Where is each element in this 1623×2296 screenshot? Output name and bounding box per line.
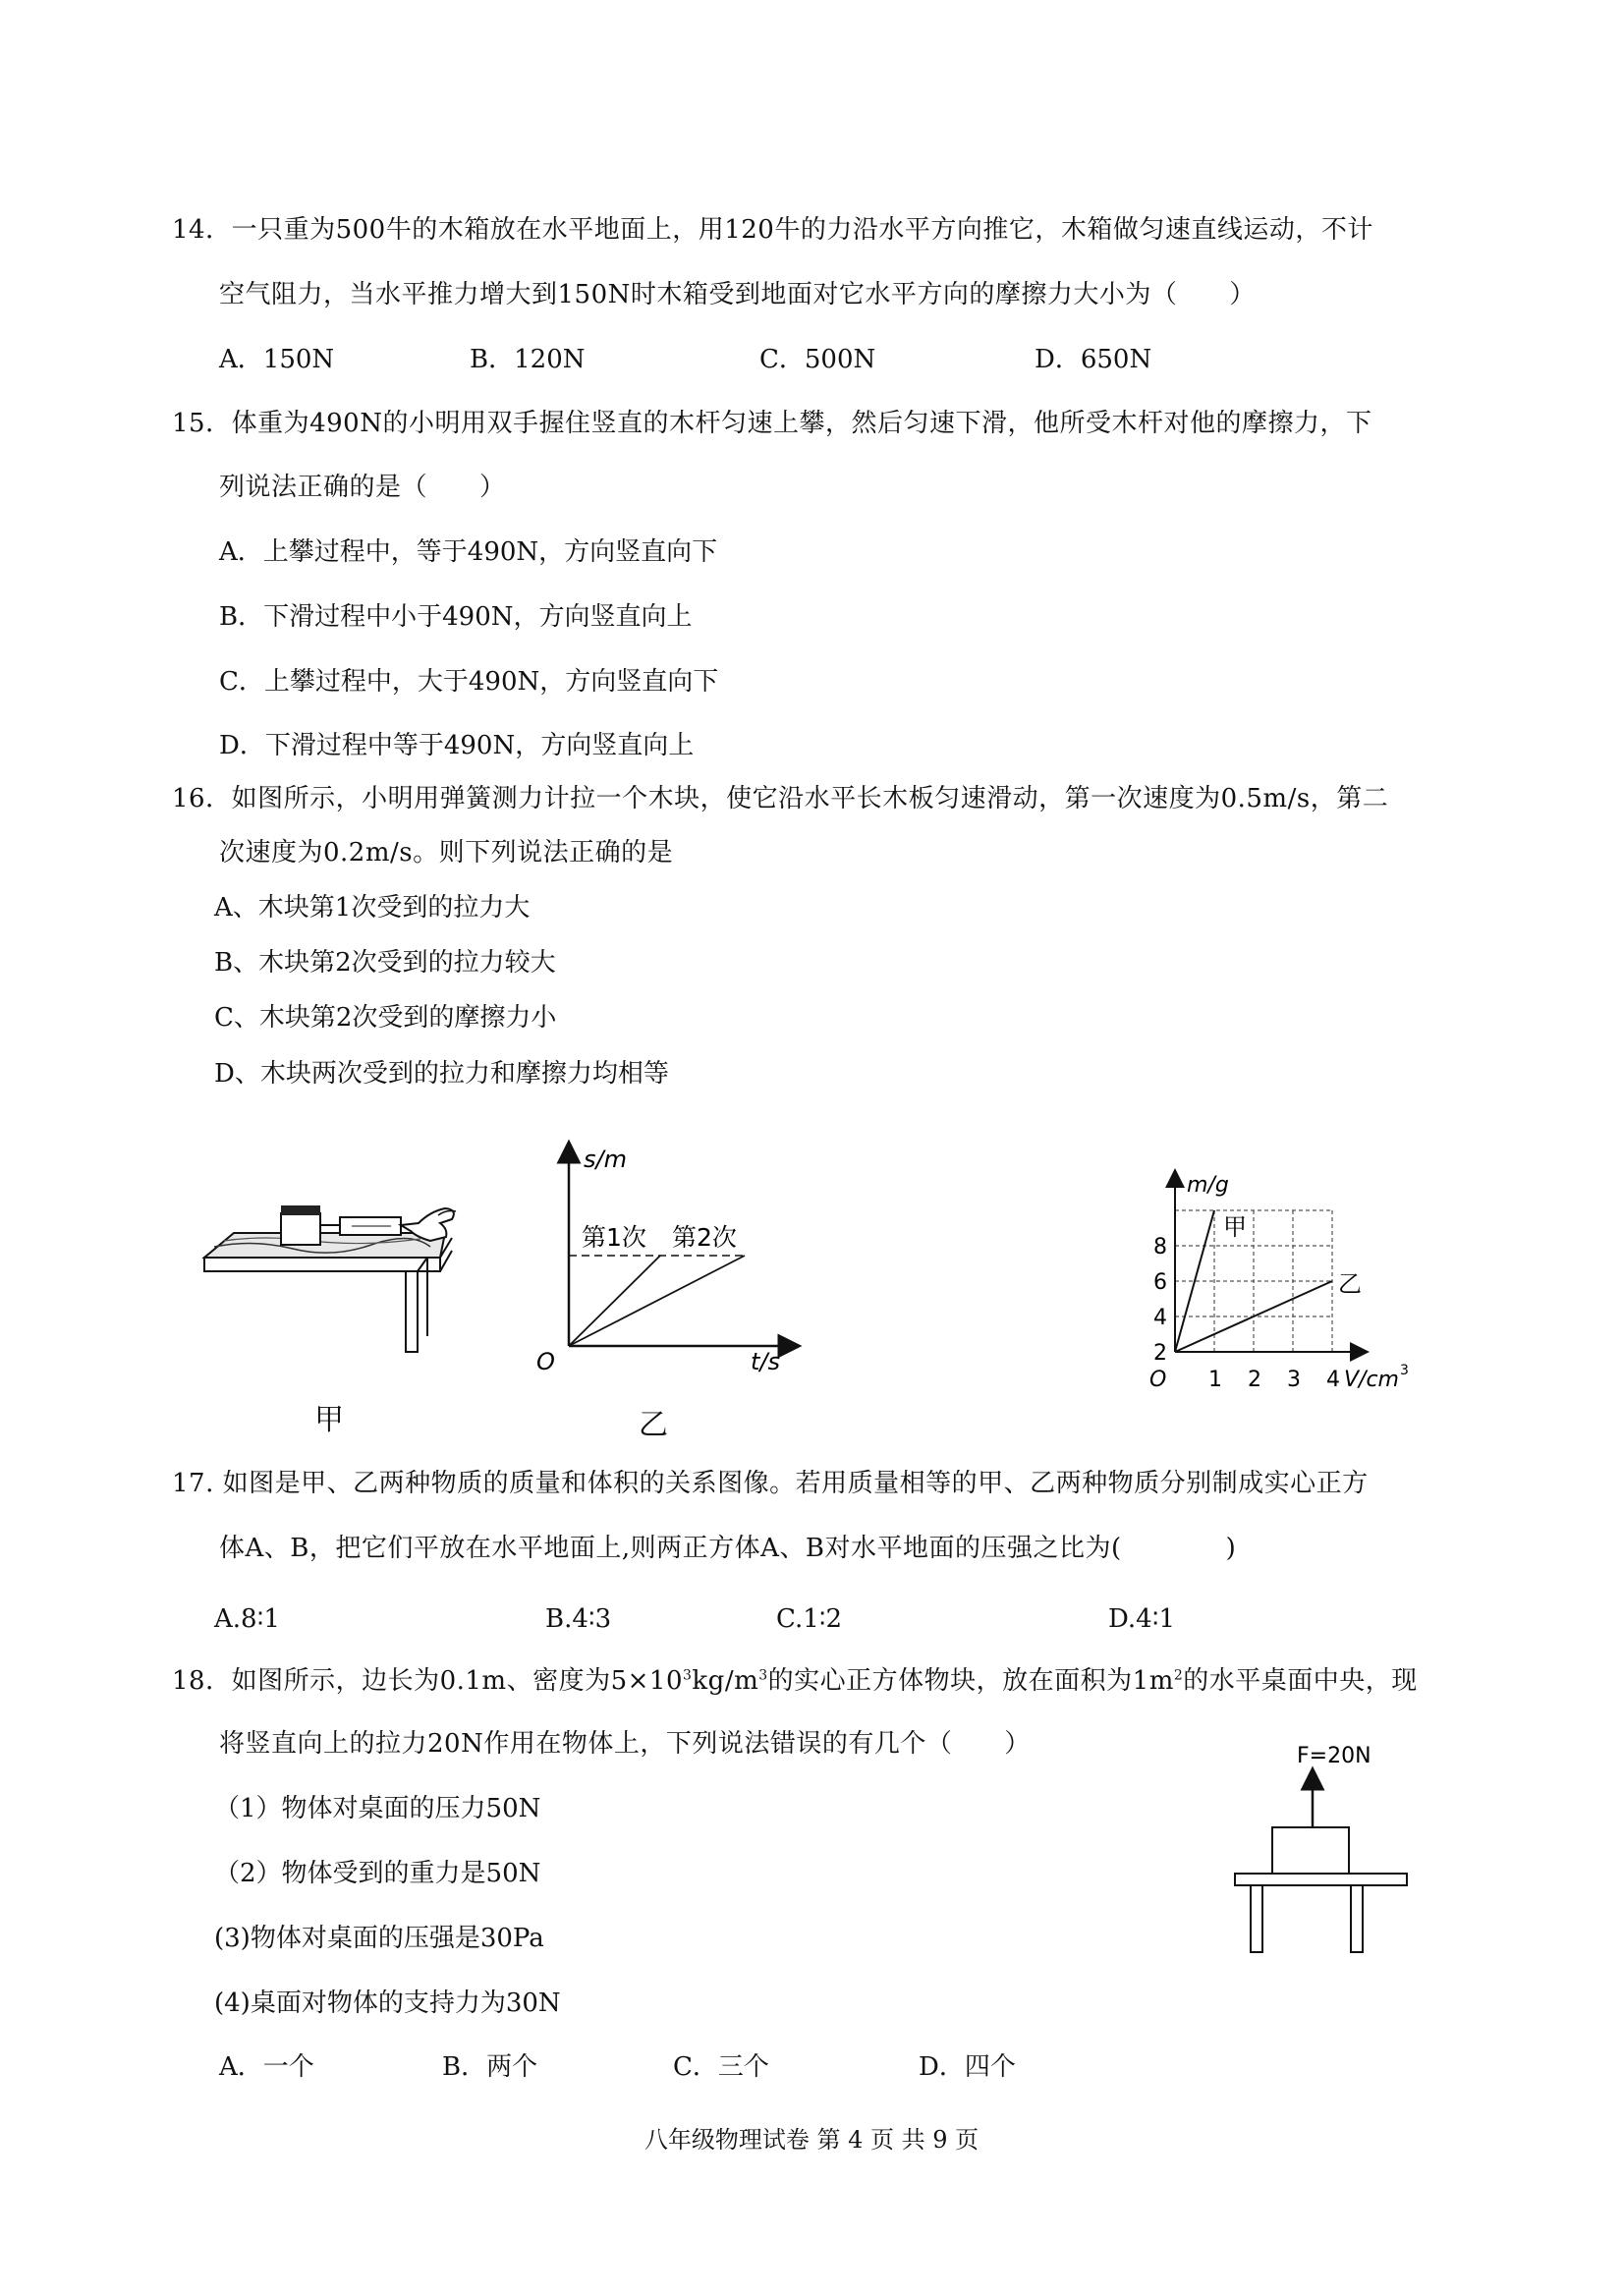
spring-scale-figure [195, 1164, 501, 1385]
q17-option-c: C.1∶2 [776, 1604, 843, 1634]
table-leg-left [1251, 1885, 1262, 1952]
q14-option-d: D．650N [1035, 345, 1152, 374]
table-leg-right [1351, 1885, 1363, 1952]
q14-option-a: A．150N [219, 345, 335, 374]
v-tick-4: 4 [1326, 1368, 1340, 1392]
q14-stem-line2: 空气阻力，当水平推力增大到150N时木箱受到地面对它水平方向的摩擦力大小为（ ） [219, 280, 1256, 309]
q17-option-d: D.4∶1 [1108, 1604, 1176, 1634]
q18-statement-1: （1）物体对桌面的压力50N [214, 1794, 541, 1823]
q18-option-d: D．四个 [919, 2052, 1016, 2082]
q16-option-a: A、木块第1次受到的拉力大 [214, 893, 531, 923]
table-top [1235, 1874, 1407, 1885]
line-first-trial [569, 1256, 660, 1346]
q18-stem-part-a: 18．如图所示，边长为0.1m、密度为5×10 [172, 1666, 683, 1696]
force-label: F=20N [1297, 1744, 1371, 1768]
q16-option-b: B、木块第2次受到的拉力较大 [214, 948, 556, 978]
m-v-grid [1175, 1210, 1332, 1352]
m-tick-6: 6 [1153, 1270, 1167, 1295]
q14-option-c: C．500N [759, 345, 876, 374]
q17-option-b: B.4∶3 [545, 1604, 612, 1634]
q15-option-b: B．下滑过程中小于490N，方向竖直向上 [219, 602, 693, 632]
figure-label-jia: 甲 [314, 1403, 344, 1437]
q18-stem-part-c: 的实心正方体物块，放在面积为1m [767, 1666, 1174, 1696]
q14-option-b: B．120N [470, 345, 586, 374]
t-axis-label: t/s [751, 1348, 780, 1375]
m-v-graph [1130, 1164, 1425, 1410]
line-jia [1175, 1210, 1214, 1352]
mv-origin-label: O [1149, 1368, 1167, 1392]
q18-exponent-1: 3 [683, 1667, 693, 1684]
q18-statement-2: （2）物体受到的重力是50N [214, 1859, 541, 1888]
q17-stem-line2: 体A、B，把它们平放在水平地面上,则两正方体A、B对水平地面的压强之比为( ) [219, 1534, 1237, 1563]
q14-stem-line1: 14．一只重为500牛的木箱放在水平地面上，用120牛的力沿水平方向推它，木箱做匀速直线运动，不计 [172, 215, 1373, 245]
page-footer: 八年级物理试卷 第 4 页 共 9 页 [644, 2126, 979, 2154]
force-diagram [1223, 1739, 1420, 1965]
jia-line-label: 甲 [1223, 1213, 1247, 1241]
q18-exponent-3: 2 [1173, 1667, 1184, 1684]
q16-option-c: C、木块第2次受到的摩擦力小 [214, 1003, 557, 1033]
q15-option-c: C．上攀过程中，大于490N，方向竖直向下 [219, 667, 719, 697]
q15-option-a: A．上攀过程中，等于490N，方向竖直向下 [219, 537, 718, 567]
q18-exponent-2: 3 [758, 1667, 768, 1684]
q17-stem-line1: 17. 如图是甲、乙两种物质的质量和体积的关系图像。若用质量相等的甲、乙两种物质分别制成实心正方 [172, 1469, 1369, 1498]
line-second-trial [569, 1256, 745, 1346]
q18-statement-4: (4)桌面对物体的支持力为30N [214, 1988, 561, 2018]
q16-stem-line1: 16．如图所示，小明用弹簧测力计拉一个木块，使它沿水平长木板匀速滑动，第一次速度为0.5m/s，第二 [172, 784, 1389, 813]
m-axis-label: m/g [1187, 1173, 1229, 1198]
q18-stem-part-d: 的水平桌面中央，现 [1183, 1666, 1418, 1696]
q18-option-a: A．一个 [219, 2052, 314, 2082]
q16-option-d: D、木块两次受到的拉力和摩擦力均相等 [214, 1059, 669, 1089]
cube-block [1272, 1827, 1349, 1874]
q18-stem-part-b: kg/m [692, 1666, 759, 1696]
q15-stem-line1: 15．体重为490N的小明用双手握住竖直的木杆匀速上攀，然后匀速下滑，他所受木杆对他的摩擦力，下 [172, 409, 1372, 438]
m-tick-2: 2 [1153, 1341, 1167, 1366]
v-axis-exponent: 3 [1400, 1363, 1409, 1378]
m-tick-4: 4 [1153, 1306, 1167, 1330]
q18-stem-line1 [172, 1663, 1418, 1699]
q15-option-d: D．下滑过程中等于490N，方向竖直向上 [219, 731, 695, 760]
q18-statement-3: (3)物体对桌面的压强是30Pa [214, 1924, 544, 1953]
first-trial-label: 第1次 [582, 1223, 646, 1252]
m-tick-8: 8 [1153, 1235, 1167, 1260]
second-trial-label: 第2次 [672, 1223, 737, 1252]
v-tick-3: 3 [1287, 1368, 1301, 1392]
figure-label-yi: 乙 [639, 1408, 668, 1442]
q17-option-a: A.8∶1 [214, 1604, 280, 1634]
yi-line-label: 乙 [1338, 1270, 1362, 1298]
v-tick-1: 1 [1208, 1368, 1222, 1392]
q15-stem-line2: 列说法正确的是（ ） [219, 473, 506, 502]
q18-option-c: C．三个 [673, 2052, 769, 2082]
v-tick-2: 2 [1248, 1368, 1261, 1392]
q16-stem-line2: 次速度为0.2m/s。则下列说法正确的是 [219, 838, 674, 868]
q18-option-b: B．两个 [442, 2052, 538, 2082]
v-axis-label: V/cm [1344, 1368, 1399, 1392]
s-t-graph [527, 1138, 802, 1383]
q18-stem-line2: 将竖直向上的拉力20N作用在物体上，下列说法错误的有几个（ ） [219, 1729, 1031, 1759]
s-axis-label: s/m [584, 1146, 627, 1173]
origin-label: O [536, 1348, 555, 1375]
